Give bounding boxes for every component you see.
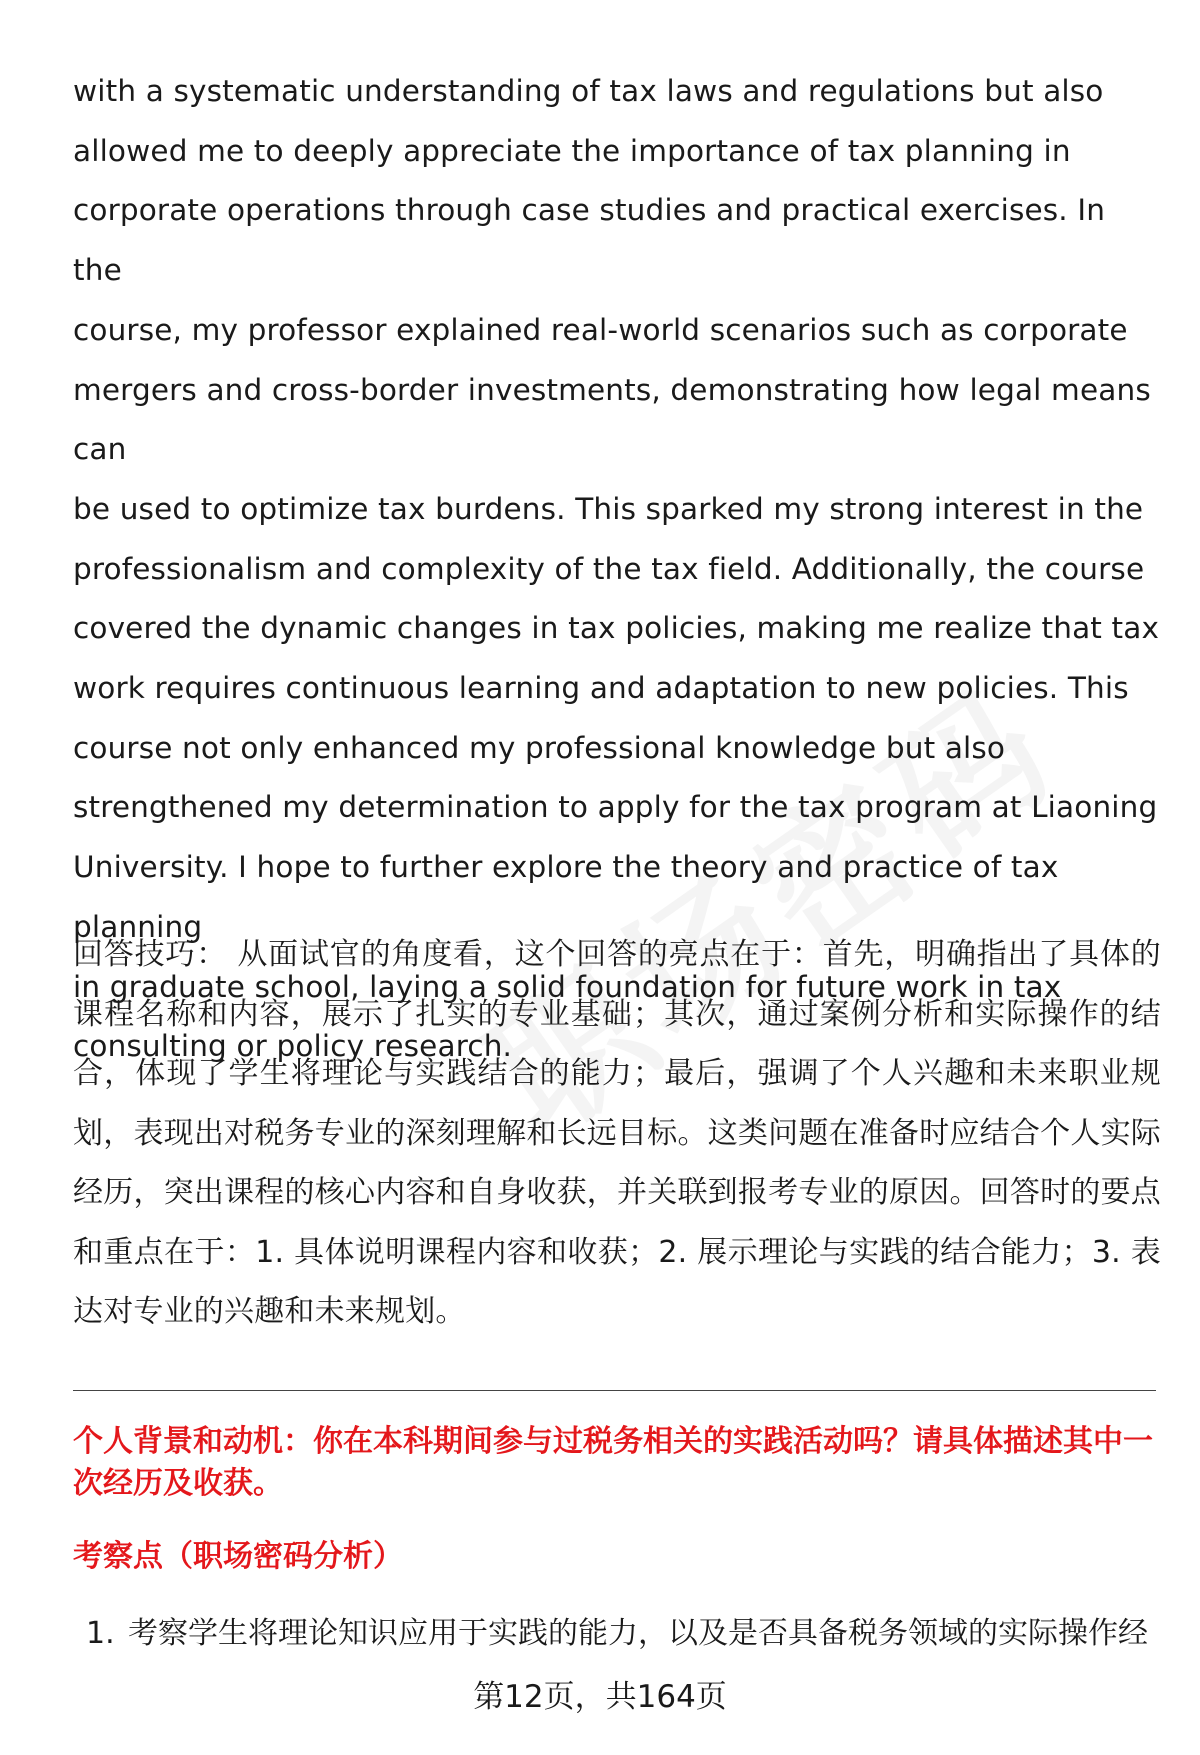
answer-line: in graduate school, laying a solid foundation for future work in tax	[73, 969, 1062, 1004]
answer-tips-paragraph: 回答技巧： 从面试官的角度看，这个回答的亮点在于：首先，明确指出了具体的课程名称和内容，展示了扎实的专业基础；其次，通过案例分析和实际操作的结合，体现了学生将理论与实践结合的能力；最后，强调了个人兴趣和未来职业规划，表现出对税务专业的深刻理解和长远目标。这类问题在准备时应结合个人实际经历，突出课程的核心内容和自身收获，并关联到报考专业的原因。回答时的要点和重点在于：1. 具体说明课程内容和收获；2. 展示理论与实践的结合能力；3. 表达对专业的兴趣和未来规划。	[73, 937, 1161, 1329]
answer-line: mergers and cross-border investments, demonstrating how legal means can	[73, 372, 1151, 467]
answer-line: corporate operations through case studies and practical exercises. In the	[73, 193, 1106, 288]
section-divider	[73, 1390, 1156, 1391]
answer-line: covered the dynamic changes in tax policies, making me realize that tax	[73, 611, 1160, 646]
answer-line: course not only enhanced my professional knowledge but also	[73, 730, 1006, 765]
answer-line: consulting or policy research.	[73, 1029, 513, 1064]
list-item-text: 考察学生将理论知识应用于实践的能力，以及是否具备税务领域的实际操作经	[128, 1616, 1148, 1651]
exam-points-heading: 考察点（职场密码分析）	[73, 1539, 403, 1574]
answer-line: professionalism and complexity of the tax field. Additionally, the course	[73, 551, 1145, 586]
answer-line: course, my professor explained real-world scenarios such as corporate	[73, 312, 1128, 347]
answer-line: allowed me to deeply appreciate the importance of tax planning in	[73, 133, 1071, 168]
answer-line: work requires continuous learning and adaptation to new policies. This	[73, 671, 1129, 706]
list-item	[86, 1612, 1161, 1656]
answer-line: with a systematic understanding of tax laws and regulations but also	[73, 74, 1104, 108]
page-number-footer: 第12页，共164页	[473, 1679, 727, 1715]
answer-line: University. I hope to further explore the theory and practice of tax planning	[73, 850, 1059, 944]
answer-line: strengthened my determination to apply for the tax program at Liaoning	[73, 790, 1158, 825]
question-heading: 个人背景和动机：你在本科期间参与过税务相关的实践活动吗？请具体描述其中一次经历及收获。	[73, 1424, 1153, 1501]
answer-line: be used to optimize tax burdens. This sparked my strong interest in the	[73, 491, 1144, 526]
list-item-number: 1.	[86, 1616, 115, 1651]
